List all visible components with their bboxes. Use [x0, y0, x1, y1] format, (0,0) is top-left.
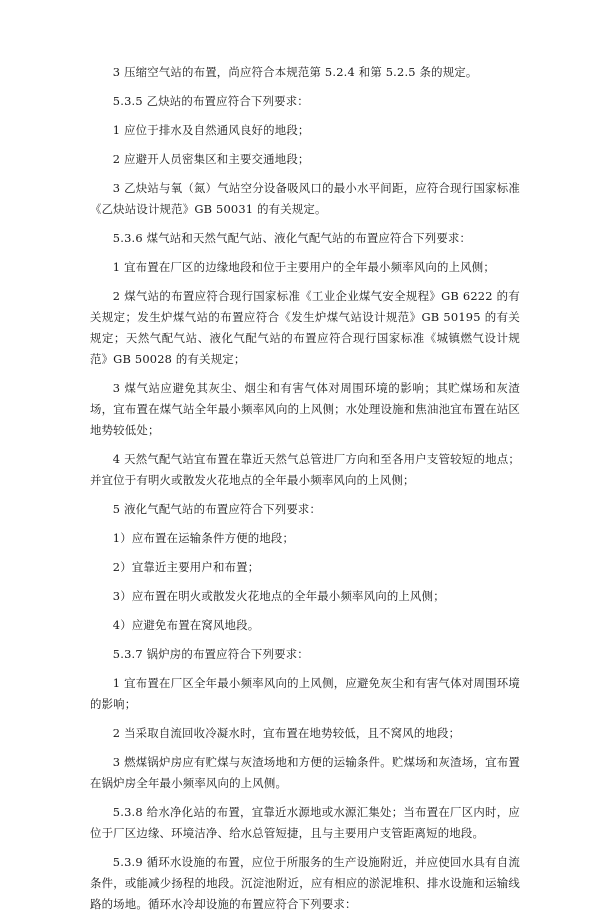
sub-item: 3）应布置在明火或散发火花地点的全年最小频率风向的上风侧； [112, 589, 445, 603]
paragraph: 2 煤气站的布置应符合现行国家标准《工业企业煤气安全规程》GB 6222 的有关规定；发生炉煤气站的布置应符合《发生炉煤气站设计规范》GB 50195 的有关规定；天然气配气站、液化气配气站的布置应符合现行国家标准《城镇燃气设计规范》GB 50028 的有关规定； [90, 289, 520, 366]
paragraph: 3 燃煤锅炉房应有贮煤与灰渣场地和方便的运输条件。贮煤场和灰渣场，宜布置在锅炉房全年最小频率风向的上风侧。 [90, 755, 520, 790]
paragraph: 2 应避开人员密集区和主要交通地段； [112, 152, 310, 166]
clause-heading: 5.3.7 锅炉房的布置应符合下列要求： [112, 647, 309, 661]
sub-item: 1）应布置在运输条件方便的地段； [112, 531, 295, 545]
clause-heading: 5.3.9 循环水设施的布置，应位于所服务的生产设施附近，并应使回水具有自流条件，或能减少扬程的地段。沉淀池附近，应有相应的淤泥堆积、排水设施和运输线路的场地。循环水冷却设施的布置应符合下列要求： [90, 855, 520, 911]
paragraph: 1 宜布置在厂区的边缘地段和位于主要用户的全年最小频率风向的上风侧； [112, 260, 495, 274]
clause-heading: 5.3.8 给水净化站的布置，宜靠近水源地或水源汇集处；当布置在厂区内时，应位于厂区边缘、环境洁净、给水总管短捷，且与主要用户支管距离短的地段。 [90, 805, 520, 840]
sub-item: 2）宜靠近主要用户和布置； [112, 560, 260, 574]
paragraph: 3 压缩空气站的布置，尚应符合本规范第 5.2.4 和第 5.2.5 条的规定。 [112, 65, 478, 79]
clause-heading: 5.3.5 乙炔站的布置应符合下列要求： [112, 94, 309, 108]
paragraph: 2 当采取自流回收冷凝水时，宜布置在地势较低，且不窝风的地段； [112, 726, 461, 740]
clause-heading: 5.3.6 煤气站和天然气配气站、液化气配气站的布置应符合下列要求： [112, 231, 472, 245]
sub-item: 4）应避免布置在窝风地段。 [112, 618, 260, 632]
paragraph: 3 乙炔站与氧（氮）气站空分设备吸风口的最小水平间距，应符合现行国家标准《乙炔站设计规范》GB 50031 的有关规定。 [90, 181, 520, 216]
paragraph: 3 煤气站应避免其灰尘、烟尘和有害气体对周围环境的影响；其贮煤场和灰渣场，宜布置在煤气站全年最小频率风向的上风侧；水处理设施和焦油池宜布置在站区地势较低处； [90, 381, 520, 437]
paragraph: 1 应位于排水及自然通风良好的地段； [112, 123, 310, 137]
document-body [90, 62, 520, 923]
paragraph: 4 天然气配气站宜布置在靠近天然气总管进厂方向和至各用户支管较短的地点；并宜位于有明火或散发火花地点的全年最小频率风向的上风侧； [90, 452, 520, 487]
paragraph: 1 宜布置在厂区全年最小频率风向的上风侧，应避免灰尘和有害气体对周围环境的影响； [90, 676, 520, 711]
paragraph: 5 液化气配气站的布置应符合下列要求： [112, 502, 322, 516]
